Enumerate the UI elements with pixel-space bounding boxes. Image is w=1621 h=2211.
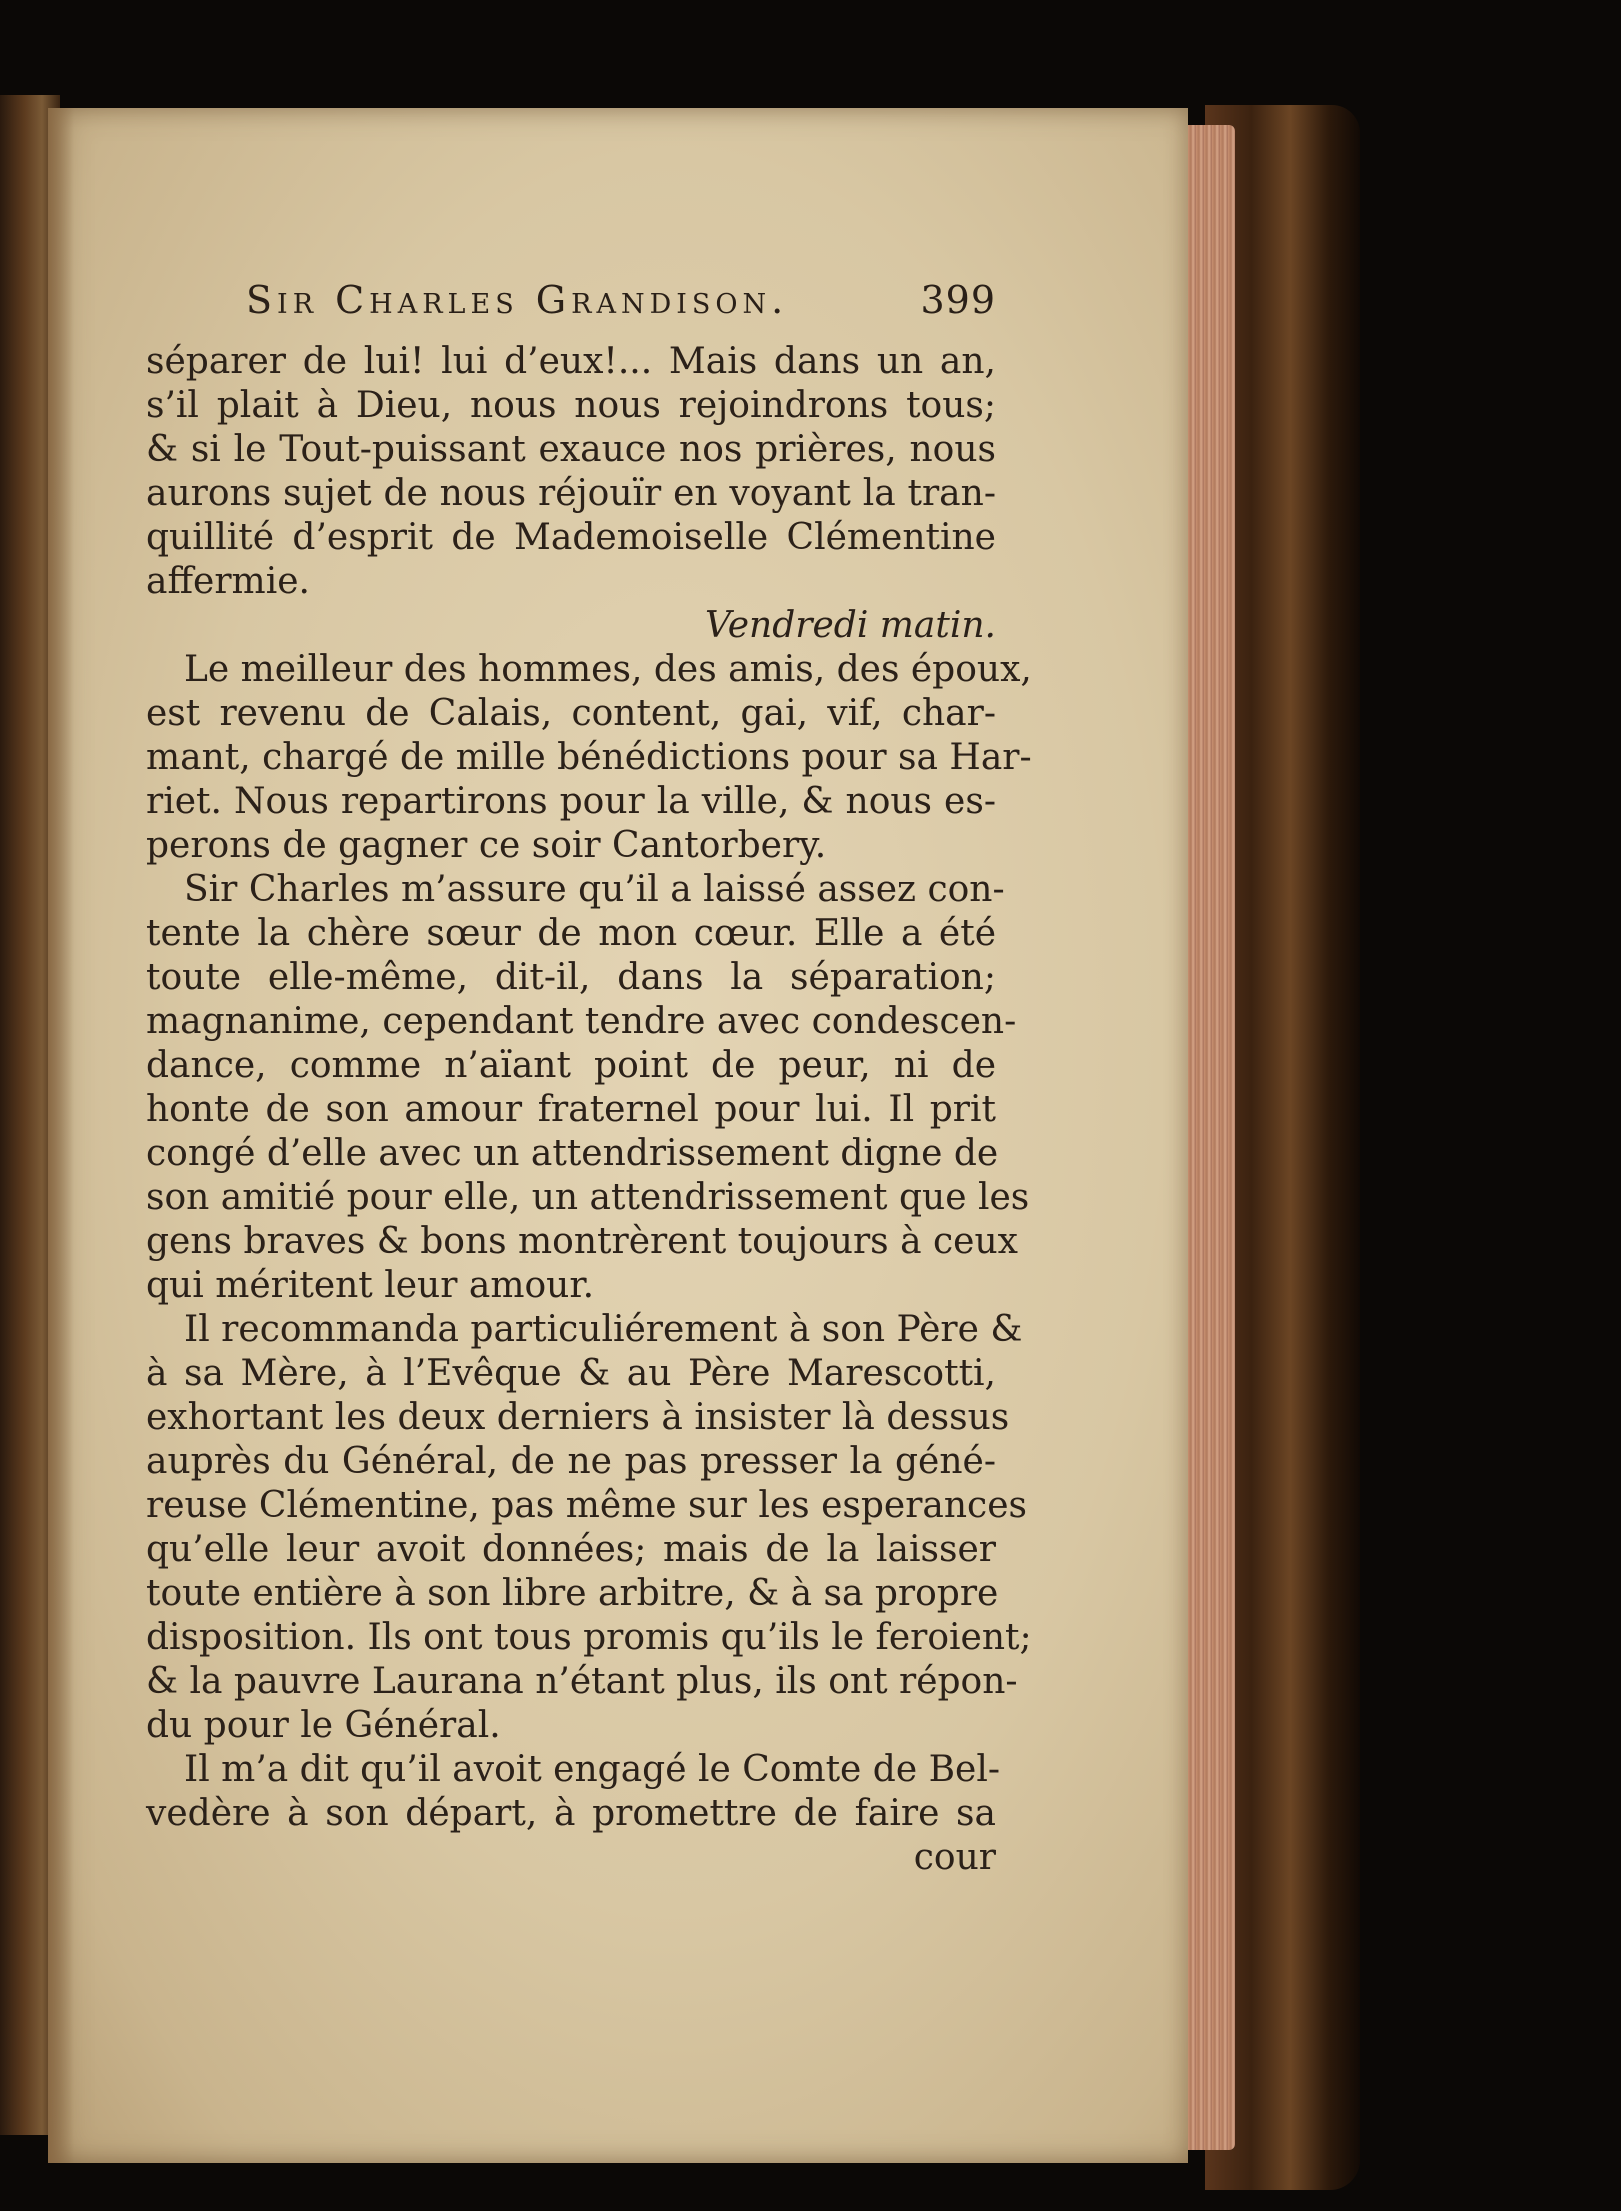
text-line: honte de son amour fraternel pour lui. Il prit [146,1089,996,1130]
text-line: tente la chère sœur de mon cœur. Elle a été [146,913,996,954]
text-line: du pour le Général. [146,1705,501,1746]
text-line: toute elle-même, dit-il, dans la séparation; [146,957,996,998]
text-line: séparer de lui! lui d’eux!... Mais dans un an, [146,341,996,382]
text-line: perons de gagner ce soir Cantorbery. [146,825,827,866]
text-line: affermie. [146,561,310,602]
text-line: dance, comme n’aïant point de peur, ni de [146,1045,996,1086]
text-line: Sir Charles m’assure qu’il a laissé assez con- [184,869,1005,910]
text-line: auprès du Général, de ne pas presser la géné- [146,1441,996,1482]
text-line: s’il plait à Dieu, nous nous rejoindrons tous; [146,385,996,426]
text-line: son amitié pour elle, un attendrissement que les [146,1177,1030,1218]
text-line: à sa Mère, à l’Evêque & au Père Marescotti, [146,1353,996,1394]
text-line: vedère à son départ, à promettre de faire sa [146,1793,996,1834]
dateline: Vendredi matin. [705,605,996,646]
running-header [246,278,996,330]
text-line: riet. Nous repartirons pour la ville, & nous es- [146,781,996,822]
text-line: Il recommanda particuliérement à son Père & [184,1309,1023,1350]
running-title: Sir Charles Grandison. [246,278,789,322]
text-line: qu’elle leur avoit données; mais de la laisser [146,1529,996,1570]
text-line: & si le Tout-puissant exauce nos prières, nous [146,429,996,470]
page-number: 399 [920,278,996,322]
text-line: Il m’a dit qu’il avoit engagé le Comte de Bel- [184,1749,1001,1790]
text-line: disposition. Ils ont tous promis qu’ils le feroient; [146,1617,1032,1658]
text-line: magnanime, cependant tendre avec condescen- [146,1001,1017,1042]
text-line: aurons sujet de nous réjouïr en voyant la tran- [146,473,996,514]
text-line: & la pauvre Laurana n’étant plus, ils ont répon- [146,1661,1018,1702]
text-line: qui méritent leur amour. [146,1265,595,1306]
page-edges [1180,125,1235,2150]
catchword: cour [913,1837,996,1878]
text-line: exhortant les deux derniers à insister là dessus [146,1397,1010,1438]
text-line: mant, chargé de mille bénédictions pour sa Har- [146,737,1032,778]
text-line: gens braves & bons montrèrent toujours à ceux [146,1221,1018,1262]
page-body [146,340,1032,1880]
text-line: quillité d’esprit de Mademoiselle Clémentine [146,517,996,558]
text-line: toute entière à son libre arbitre, & à sa propre [146,1573,999,1614]
text-line: congé d’elle avec un attendrissement digne de [146,1133,999,1174]
text-line: est revenu de Calais, content, gai, vif, char- [146,693,996,734]
text-line: reuse Clémentine, pas même sur les esperances [146,1485,1027,1526]
text-line: Le meilleur des hommes, des amis, des époux, [184,649,1032,690]
page-gutter [48,108,74,2163]
